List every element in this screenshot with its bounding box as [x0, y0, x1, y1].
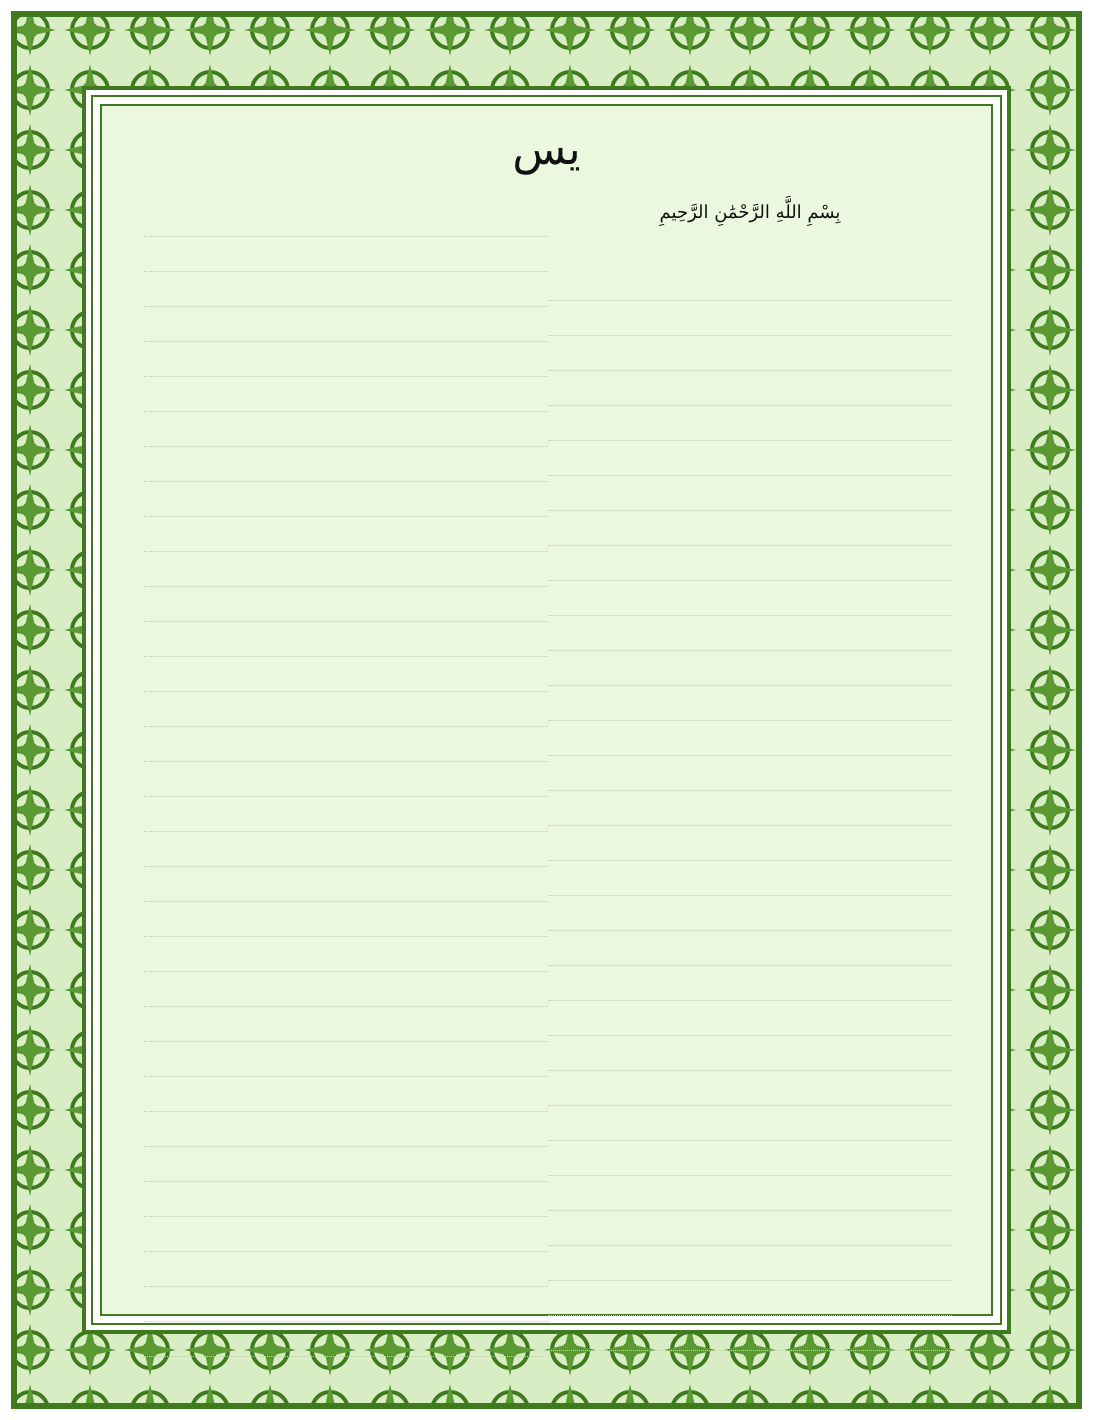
verse-line	[548, 1001, 952, 1036]
verse-line	[548, 476, 952, 511]
verse-line	[548, 581, 952, 616]
verse-line	[144, 1147, 548, 1182]
verse-line	[548, 931, 952, 966]
verse-line	[144, 657, 548, 692]
basmala: بِسْمِ اللَّهِ الرَّحْمَٰنِ الرَّحِيمِ	[659, 202, 841, 223]
verse-line	[548, 266, 952, 301]
verse-line	[548, 1141, 952, 1176]
surah-title: يس	[512, 124, 581, 175]
left-column-lines	[144, 202, 548, 1357]
verse-line	[144, 902, 548, 937]
verse-line	[548, 651, 952, 686]
verse-line	[548, 301, 952, 336]
verse-line	[144, 307, 548, 342]
verse-line	[548, 1246, 952, 1281]
verse-line	[144, 622, 548, 657]
verse-line	[144, 1042, 548, 1077]
verse-line	[144, 552, 548, 587]
verse-line	[144, 937, 548, 972]
verse-line	[144, 1217, 548, 1252]
verse-line	[144, 1252, 548, 1287]
verse-line	[548, 756, 952, 791]
verse-line	[548, 406, 952, 441]
verse-line	[548, 371, 952, 406]
verse-line	[548, 1071, 952, 1106]
verse-line	[144, 482, 548, 517]
verse-line	[144, 832, 548, 867]
verse-line	[144, 1007, 548, 1042]
verse-line	[144, 412, 548, 447]
right-column-lines	[548, 266, 952, 1351]
verse-line	[548, 1036, 952, 1071]
verse-line	[548, 966, 952, 1001]
verse-line	[144, 1112, 548, 1147]
verse-line	[548, 616, 952, 651]
verse-line	[144, 727, 548, 762]
verse-line	[548, 511, 952, 546]
verse-line	[144, 272, 548, 307]
verse-line	[548, 896, 952, 931]
right-column	[548, 202, 952, 1351]
verse-line	[548, 1316, 952, 1351]
verse-line	[144, 342, 548, 377]
text-area	[100, 104, 993, 1316]
verse-line	[548, 721, 952, 756]
verse-line	[144, 1077, 548, 1112]
verse-line	[548, 1176, 952, 1211]
verse-line	[144, 377, 548, 412]
left-column	[144, 202, 548, 1357]
verse-line	[144, 517, 548, 552]
verse-line	[548, 826, 952, 861]
verse-line	[144, 447, 548, 482]
verse-line	[548, 546, 952, 581]
column-gap	[548, 234, 952, 266]
verse-line	[548, 1281, 952, 1316]
verse-line	[548, 791, 952, 826]
verse-line	[548, 1106, 952, 1141]
verse-line	[144, 972, 548, 1007]
verse-line	[548, 861, 952, 896]
verse-line	[144, 762, 548, 797]
verse-line	[144, 1182, 548, 1217]
verse-line	[144, 202, 548, 237]
verse-line	[144, 797, 548, 832]
verse-line	[144, 692, 548, 727]
verse-line	[548, 336, 952, 371]
verse-line	[144, 1287, 548, 1322]
verse-line	[144, 587, 548, 622]
verse-line	[144, 237, 548, 272]
verse-line	[548, 1211, 952, 1246]
verse-line	[548, 686, 952, 721]
verse-line	[144, 1322, 548, 1357]
verse-line	[144, 867, 548, 902]
verse-line	[548, 441, 952, 476]
